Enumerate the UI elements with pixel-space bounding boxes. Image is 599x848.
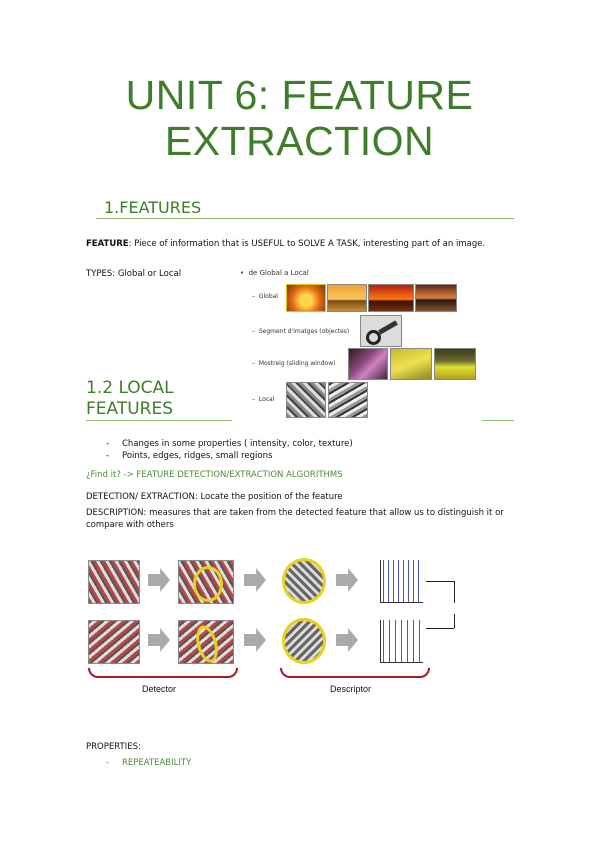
types-line: TYPES: Global or Local (86, 269, 182, 279)
region-ellipse (193, 566, 223, 602)
sunset-image-2 (327, 284, 367, 312)
row-label-text: Global (258, 293, 278, 300)
bolt-shape (378, 320, 398, 334)
compare-line-top (426, 581, 454, 582)
global-local-figure (238, 266, 478, 422)
arrow-icon (244, 628, 266, 652)
compare-line-bottom (426, 628, 454, 629)
figure-title-text: de Global a Local (248, 269, 309, 277)
list-item: - Points, edges, ridges, small regions (86, 451, 516, 463)
detected-region-image-2 (178, 620, 234, 664)
detector-brace (88, 668, 238, 678)
row-label-local: – Local (252, 396, 275, 403)
local-texture-1 (286, 382, 326, 418)
section-rule-left (86, 420, 232, 421)
flower-image-1 (348, 348, 388, 380)
properties-list (86, 758, 516, 770)
sunset-image-4 (415, 284, 457, 312)
compare-line-up (454, 614, 455, 628)
list-item: - Changes in some properties ( intensity, color, texture) (86, 439, 516, 451)
detection-line: DETECTION/ EXTRACTION: Locate the position of the feature (86, 492, 343, 502)
section-rule (96, 218, 514, 219)
descriptor-label: Descriptor (330, 684, 372, 694)
row-label-sampling: – Mostreig (sliding window) (252, 360, 336, 367)
row-label-text: Mostreig (sliding window) (258, 360, 336, 367)
detected-region-image-1 (178, 560, 234, 604)
field-image (390, 348, 432, 380)
descriptor-brace (280, 668, 430, 678)
normalized-patch-2 (282, 618, 326, 664)
normalized-patch-1 (282, 558, 326, 604)
rapeseed-image (434, 348, 476, 380)
local-texture-2 (328, 382, 368, 418)
feature-definition (86, 238, 504, 250)
row-label-text: Local (258, 396, 275, 403)
local-features-list (86, 439, 516, 462)
compare-line-down (454, 581, 455, 603)
section-heading-features: 1.FEATURES (104, 198, 202, 217)
row-label-global: – Global (252, 293, 278, 300)
arrow-icon (244, 568, 266, 592)
sunset-image-1 (286, 284, 326, 312)
heading-line-1: 1.2 LOCAL (86, 378, 174, 398)
row-label-segment: – Segment d'imatges (objectes) (252, 328, 350, 335)
object-image (360, 315, 402, 347)
detector-label: Detector (142, 684, 177, 694)
row-label-text: Segment d'imatges (objectes) (258, 328, 350, 335)
description-line: DESCRIPTION: measures that are taken from the detected feature that allow us to distinguish it or compare with others (86, 508, 504, 530)
sunset-image-3 (368, 284, 414, 312)
feature-term: FEATURE (86, 239, 129, 249)
feature-text: : Piece of information that is USEFUL to SOLVE A TASK, interesting part of an image. (128, 239, 486, 249)
section-rule-right (482, 420, 514, 421)
arrow-icon (148, 568, 170, 592)
properties-heading: PROPERTIES: (86, 742, 141, 752)
find-it-line: ¿Find it? -> FEATURE DETECTION/EXTRACTION ALGORITHMS (86, 470, 343, 480)
input-image-1 (88, 560, 140, 604)
section-heading-local-features (86, 378, 174, 420)
figure-title: • de Global a Local (240, 269, 309, 277)
descriptor-histogram-1 (380, 560, 423, 603)
region-ellipse (192, 623, 221, 665)
arrow-icon (148, 628, 170, 652)
list-item: - REPEATEABILITY (86, 758, 516, 770)
input-image-2 (88, 620, 140, 664)
page-title (0, 72, 599, 164)
heading-line-2: FEATURES (86, 399, 174, 419)
descriptor-histogram-2 (380, 620, 423, 663)
arrow-icon (336, 628, 358, 652)
title-line-2: EXTRACTION (164, 118, 435, 164)
title-line-1: UNIT 6: FEATURE (125, 72, 474, 118)
arrow-icon (336, 568, 358, 592)
detector-descriptor-figure (86, 548, 486, 696)
